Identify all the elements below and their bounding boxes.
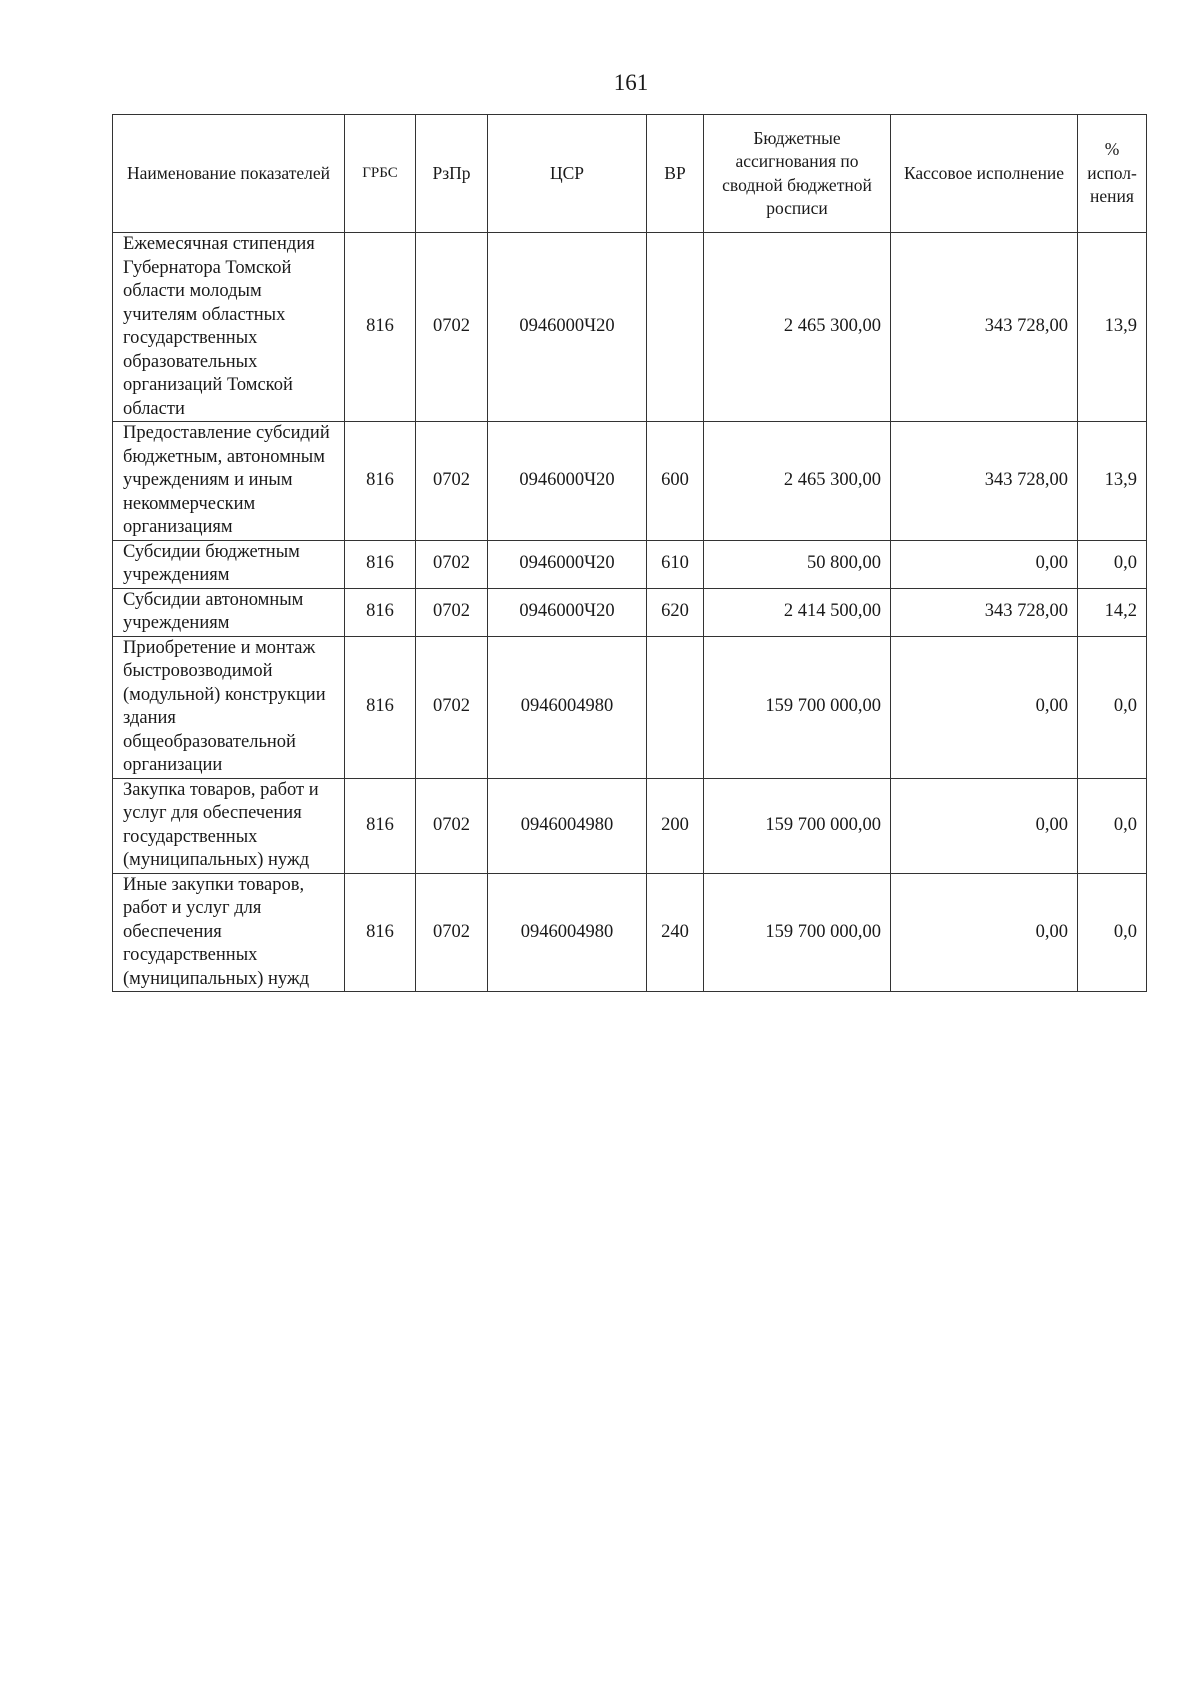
cell-budget: 159 700 000,00 [704,873,891,992]
cell-name: Субсидии автономным учреждениям [113,588,345,636]
header-csr: ЦСР [488,115,647,233]
cell-rzpr: 0702 [416,873,488,992]
cell-csr: 0946004980 [488,778,647,873]
table-row [113,636,1147,778]
cell-percent: 0,0 [1078,540,1147,588]
cell-grbs: 816 [345,540,416,588]
cell-rzpr: 0702 [416,540,488,588]
cell-name: Ежемесячная стипендия Губернатора Томской области молодым учителям областных государственных образовательных организаций Томской области [113,233,345,422]
cell-csr: 0946004980 [488,636,647,778]
cell-vr: 610 [647,540,704,588]
cell-budget: 159 700 000,00 [704,778,891,873]
cell-rzpr: 0702 [416,778,488,873]
cell-name: Закупка товаров, работ и услуг для обеспечения государственных (муниципальных) нужд [113,778,345,873]
header-grbs: ГРБС [345,115,416,233]
cell-percent: 0,0 [1078,778,1147,873]
header-name: Наименование показателей [113,115,345,233]
cell-cash: 0,00 [891,778,1078,873]
cell-vr: 240 [647,873,704,992]
cell-budget: 2 414 500,00 [704,588,891,636]
cell-csr: 0946000Ч20 [488,588,647,636]
cell-cash: 343 728,00 [891,588,1078,636]
header-budget: Бюджетные ассигнования по сводной бюджетной росписи [704,115,891,233]
table-row [113,233,1147,422]
cell-vr: 600 [647,422,704,541]
cell-name: Приобретение и монтаж быстровозводимой (модульной) конструкции здания общеобразовательной организации [113,636,345,778]
cell-grbs: 816 [345,636,416,778]
cell-grbs: 816 [345,422,416,541]
cell-cash: 343 728,00 [891,233,1078,422]
cell-budget: 2 465 300,00 [704,233,891,422]
cell-grbs: 816 [345,873,416,992]
table-row [113,778,1147,873]
table-header-row [113,115,1147,233]
cell-grbs: 816 [345,588,416,636]
cell-vr [647,636,704,778]
cell-percent: 0,0 [1078,636,1147,778]
cell-name: Предоставление субсидий бюджетным, автономным учреждениям и иным некоммерческим организациям [113,422,345,541]
cell-budget: 50 800,00 [704,540,891,588]
cell-vr: 620 [647,588,704,636]
cell-name: Иные закупки товаров, работ и услуг для обеспечения государственных (муниципальных) нужд [113,873,345,992]
table-row [113,540,1147,588]
cell-grbs: 816 [345,233,416,422]
cell-rzpr: 0702 [416,636,488,778]
table-row [113,873,1147,992]
page-number: 161 [613,70,649,95]
table-row [113,422,1147,541]
cell-rzpr: 0702 [416,588,488,636]
cell-rzpr: 0702 [416,422,488,541]
cell-csr: 0946004980 [488,873,647,992]
cell-percent: 13,9 [1078,422,1147,541]
cell-cash: 0,00 [891,540,1078,588]
cell-csr: 0946000Ч20 [488,540,647,588]
cell-budget: 159 700 000,00 [704,636,891,778]
header-rzpr: РзПр [416,115,488,233]
cell-cash: 0,00 [891,636,1078,778]
cell-csr: 0946000Ч20 [488,233,647,422]
table-row [113,588,1147,636]
cell-cash: 343 728,00 [891,422,1078,541]
budget-execution-table [112,114,1147,992]
header-percent: % испол-нения [1078,115,1147,233]
cell-vr [647,233,704,422]
header-cash: Кассовое исполнение [891,115,1078,233]
cell-percent: 0,0 [1078,873,1147,992]
cell-percent: 14,2 [1078,588,1147,636]
cell-budget: 2 465 300,00 [704,422,891,541]
cell-rzpr: 0702 [416,233,488,422]
cell-grbs: 816 [345,778,416,873]
cell-cash: 0,00 [891,873,1078,992]
cell-percent: 13,9 [1078,233,1147,422]
cell-name: Субсидии бюджетным учреждениям [113,540,345,588]
cell-vr: 200 [647,778,704,873]
cell-csr: 0946000Ч20 [488,422,647,541]
header-vr: ВР [647,115,704,233]
